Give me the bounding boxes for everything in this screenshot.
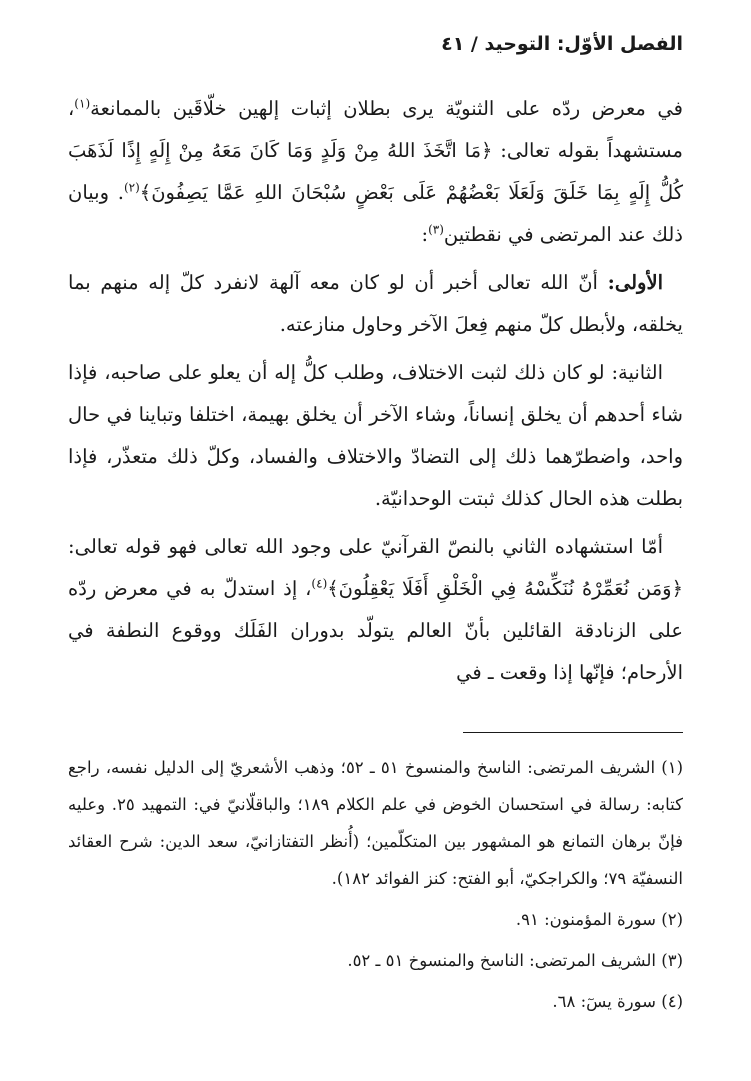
paragraph-2-lead: الأولى: xyxy=(607,271,663,294)
paragraph-1-text-a: في معرض ردّه على الثنويّة يرى بطلان إثبات إلهين خلّاقَين بالممانعة xyxy=(90,97,683,120)
paragraph-3-text: لو كان ذلك لثبت الاختلاف، وطلب كلُّ إله أن يعلو على صاحبه، فإذا شاء أحدهم أن يخلق إنساناً، وشاء الآخر أن يخلق بهيمة، اختلفا وتباينا في حال واحد، واضطرّهما ذلك إلى التضادّ والاختلاف والفساد، وكلّ ذلك متعذّر، فإذا بطلت هذه الحال كذلك ثبتت الوحدانيّة. xyxy=(68,361,683,510)
main-text xyxy=(68,88,683,694)
footnote-1: (١) الشريف المرتضى: الناسخ والمنسوخ ٥١ ـ ٥٢؛ وذهب الأشعريّ إلى الدليل نفسه، راجع كتابه: رسالة في استحسان الخوض في علم الكلام ١٨٩؛ والباقلّانيّ في: التمهيد ٢٥. وعليه فإنّ برهان التمانع هو المشهور بين المتكلّمين؛ (أُنظر التفتازانيّ، سعد الدين: شرح العقائد النسفيّة ٧٩؛ والكراجكيّ، أبو الفتح: كنز الفوائد ١٨٢). xyxy=(68,758,684,888)
footnote-ref-2[interactable]: (٢) xyxy=(123,180,140,195)
paragraph-2-text: أنّ الله تعالى أخبر أن لو كان معه آلهة لانفرد كلّ إله منهم بما يخلقه، ولأبطل كلّ منهم فِعلَ الآخر وحاول منازعته. xyxy=(68,271,683,336)
paragraph-1-text-d: : xyxy=(421,223,429,246)
paragraph-1-text-b: ، مستشهداً بقوله تعالى: ﴿مَا اتَّخَذَ اللهُ مِنْ وَلَدٍ وَمَا كَانَ مَعَهُ مِنْ إِلَهٍ إِذًا لَذَهَبَ كُلُّ إِلَهٍ بِمَا خَلَقَ وَلَعَلَا بَعْضُهُمْ عَلَى بَعْضٍ سُبْحَانَ اللهِ عَمَّا يَصِفُونَ﴾ xyxy=(68,97,683,204)
footnotes-section xyxy=(68,749,683,1020)
footnote-4: (٤) سورة يسٓ: ٦٨. xyxy=(552,992,683,1011)
running-header: الفصل الأوّل: التوحيد / ٤١ xyxy=(441,33,683,55)
paragraph-1-text-c: . وبيان ذلك عند المرتضى في نقطتين xyxy=(68,181,683,246)
paragraph-2 xyxy=(68,262,683,346)
paragraph-4-text-b: ، إذ استدلّ به في معرض ردّه على الزنادقة القائلين بأنّ العالم يتولّد بدوران الفَلَك ووقوع النطفة في الأرحام؛ فإنّها إذا وقعت ـ في xyxy=(68,577,683,684)
footnote-ref-4[interactable]: (٤) xyxy=(311,576,328,591)
paragraph-4-text-a: أمّا استشهاده الثاني بالنصّ القرآنيّ على وجود الله تعالى فهو قوله تعالى: ﴿وَمَن نُعَمِّرْهُ نُنَكِّسْهُ فِي الْخَلْقِ أَفَلَا يَعْقِلُونَ﴾ xyxy=(68,535,683,600)
footnote-3: (٣) الشريف المرتضى: الناسخ والمنسوخ ٥١ ـ ٥٢. xyxy=(347,951,683,970)
paragraph-3-lead: الثانية: xyxy=(611,361,663,384)
paragraph-4 xyxy=(68,526,683,694)
book-page xyxy=(68,22,683,1062)
footnote-ref-3[interactable]: (٣) xyxy=(428,222,444,237)
footnote-2: (٢) سورة المؤمنون: ٩١. xyxy=(515,910,683,929)
footnote-ref-1[interactable]: (١) xyxy=(74,96,91,111)
paragraph-3 xyxy=(68,352,683,520)
paragraph-1 xyxy=(68,88,683,256)
footnote-divider xyxy=(463,732,683,733)
